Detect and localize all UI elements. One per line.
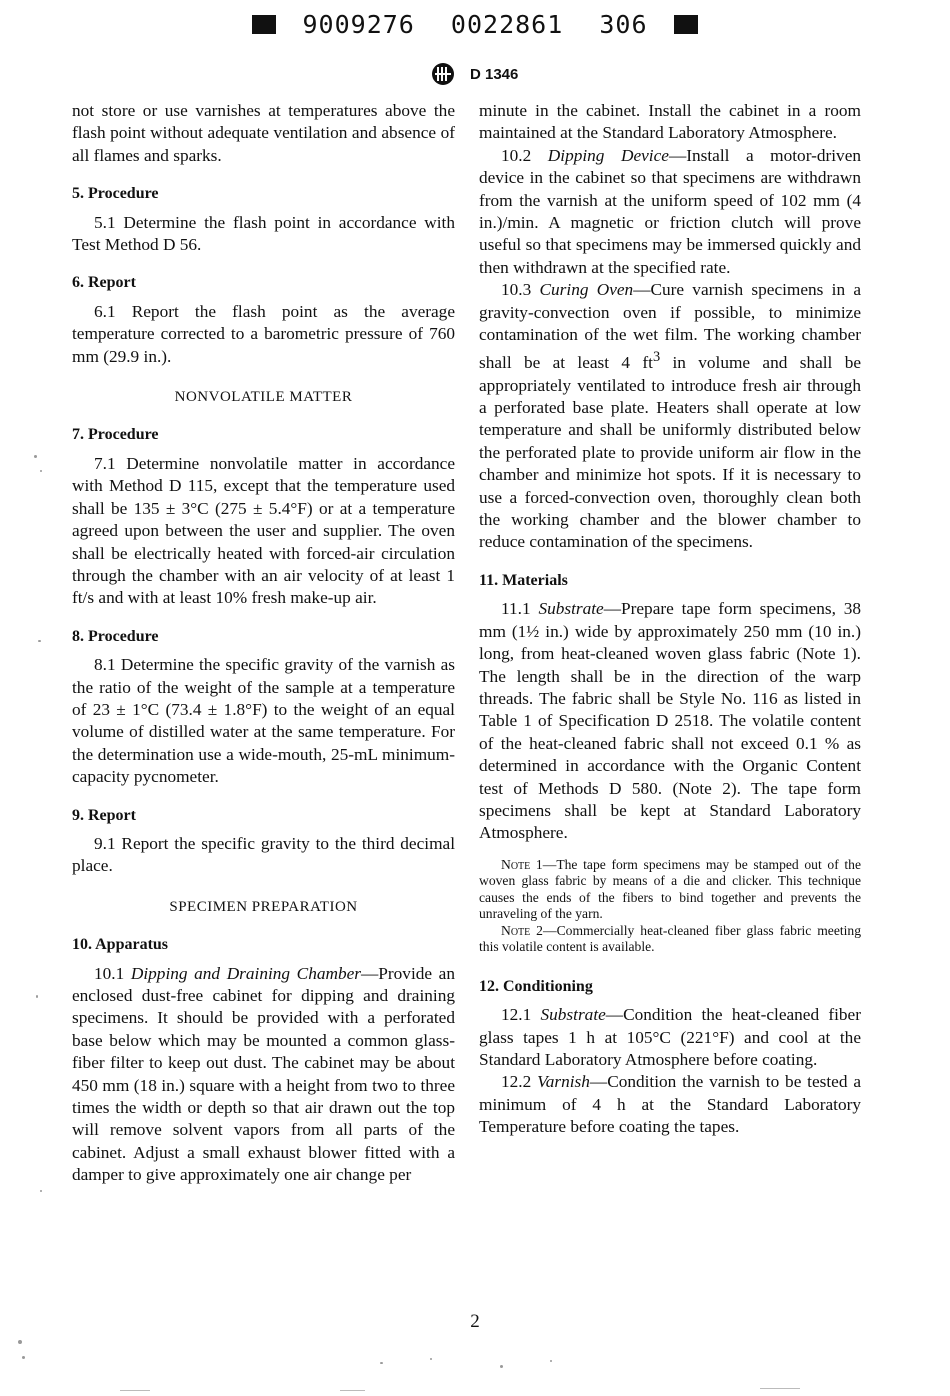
section-heading: 9. Report — [72, 806, 136, 824]
clause-text: —Install a motor-driven device in the cabinet so that specimens are withdrawn from the varnish at the uniform speed of 102 mm (4 in.)/min. A magnetic or friction clutch will prove useful so that specimens may be immersed quickly and then withdrawn at the specified rate. — [479, 145, 862, 277]
section-heading: 7. Procedure — [72, 426, 159, 444]
note-label: Note 1 — [501, 856, 543, 872]
note — [479, 857, 861, 923]
scan-speck — [18, 1340, 22, 1344]
scan-speck — [22, 1356, 25, 1359]
paragraph — [479, 1071, 861, 1138]
code-block-right — [674, 15, 698, 34]
clause-number: 11.1 — [501, 599, 531, 619]
code-left: 9009276 — [302, 10, 415, 39]
paragraph: 7.1 Determine nonvolatile matter in accordance with Method D 115, except that the temperature used shall be 135 ± 3°C (275 ± 5.4°F) or at a temperature agreed upon between the user and supplier. The oven shall be electrically heated with forced-air circulation through the chamber with an air velocity of at least 1 ft/s and with at least 10% fresh make-up air. — [72, 453, 455, 608]
paragraph: 8.1 Determine the specific gravity of the varnish as the ratio of the weight of the sample at a temperature of 23 ± 1°C (73.4 ± 1.8°F) to the weight of an equal volume of distilled water at the same temperature. For the determination use a wide-mouth, 25-mL minimum-capacity pycnometer. — [72, 655, 455, 787]
clause-number: 12.2 — [501, 1072, 532, 1092]
note — [479, 923, 861, 956]
note-text: —Commercially heat-cleaned fiber glass fabric meeting this volatile content is available. — [479, 922, 861, 955]
code-right: 306 — [599, 10, 648, 39]
section-heading: 6. Report — [72, 274, 136, 292]
superscript: 3 — [652, 349, 661, 366]
section-heading: 10. Apparatus — [72, 936, 169, 954]
section-heading: 8. Procedure — [72, 627, 159, 645]
clause-title: Dipping and Draining Chamber — [130, 963, 362, 983]
section-heading: 5. Procedure — [72, 185, 159, 203]
clause-title: Curing Oven — [539, 280, 634, 300]
scan-speck — [36, 995, 38, 998]
scan-line — [120, 1390, 150, 1391]
section-title: SPECIMEN PREPARATION — [169, 898, 358, 915]
scan-speck — [380, 1362, 383, 1364]
clause-number: 10.3 — [501, 280, 532, 300]
scan-speck — [500, 1365, 503, 1368]
standard-header — [430, 62, 518, 86]
clause-text: —Cure varnish specimens in a gravity-convection oven if possible, to minimize contamination of the wet film. The working chamber shall be at least 4 ft — [479, 280, 861, 373]
paragraph: 6.1 Report the flash point as the average temperature corrected to a barometric pressure of 760 mm (29.9 in.). — [72, 301, 455, 366]
note-text: —The tape form specimens may be stamped out of the woven glass fabric by means of a die and clicker. This technique causes the ends of the fibers to bind together and prevents the unraveling of the yarn. — [479, 856, 862, 922]
paragraph — [479, 598, 861, 844]
section-title: NONVOLATILE MATTER — [174, 389, 353, 406]
left-column — [72, 100, 455, 1187]
clause-number: 12.1 — [501, 1005, 532, 1025]
section-heading: 11. Materials — [479, 571, 568, 589]
paragraph: minute in the cabinet. Install the cabinet in a room maintained at the Standard Laboratory Atmosphere. — [479, 101, 861, 143]
clause-text: in volume and shall be appropriately ventilated to introduce fresh air through a perforated base plate. Heaters shall operate at low temperature and shall be uniformly distributed below the perforated plate to provide uniform air flow in the chamber and minimize hot spots. If it is necessary to use a forced-convection oven, thoroughly clean both the working chamber and the blower chamber to reduce contamination of the specimens. — [479, 353, 861, 552]
code-block-left — [252, 15, 276, 34]
clause-title: Substrate — [540, 1005, 606, 1025]
clause-title: Varnish — [537, 1072, 590, 1092]
paragraph — [479, 145, 861, 279]
scan-speck — [550, 1360, 552, 1362]
scan-speck — [40, 470, 42, 472]
scan-speck — [38, 640, 41, 642]
paragraph — [479, 279, 861, 554]
designation: D 1346 — [470, 65, 519, 83]
scan-speck — [34, 455, 37, 458]
clause-title: Substrate — [538, 599, 604, 619]
right-column — [479, 100, 861, 1139]
clause-text: —Provide an enclosed dust-free cabinet for dipping and draining specimens. It should be provided with a perforated base below which may be mounted a common glass-fiber filter to keep out dust. The cabinet may be about 450 mm (18 in.) square with a height from two to three times the width or depth so that air drawn out the top will remove solvent vapors from all parts of the cabinet. Adjust a small exhaust blower fitted with a damper to give approximately one air change per — [72, 963, 455, 1185]
clause-text: —Prepare tape form specimens, 38 mm (1½ in.) wide by approximately 250 mm (10 in.) long, from heat-cleaned woven glass fabric (Note 1). The length shall be in the direction of the warp threads. The fabric shall be Style No. 116 as listed in Table 1 of Specification D 2518. The volatile content of the heat-cleaned fabric shall not exceed 0.1 % as determined in accordance with the Organic Content test of Methods D 580. (Note 2). The tape form specimens shall be kept at Standard Laboratory Atmosphere. — [479, 599, 862, 843]
paragraph: not store or use varnishes at temperatures above the flash point without adequate ventilation and absence of all flames and sparks. — [72, 101, 455, 165]
scan-speck — [430, 1358, 432, 1360]
clause-number: 10.2 — [501, 145, 532, 165]
document-code-line — [0, 10, 950, 39]
scan-line — [340, 1390, 365, 1391]
section-heading: 12. Conditioning — [479, 977, 593, 995]
code-mid: 0022861 — [450, 10, 564, 39]
note-label: Note 2 — [501, 922, 543, 938]
clause-text: —Condition the heat-cleaned fiber glass tapes 1 h at 105°C (221°F) and cool at the Standard Laboratory Atmosphere before coating. — [479, 1005, 861, 1069]
clause-text: —Condition the varnish to be tested a minimum of 4 h at the Standard Laboratory Temperature before coating the tapes. — [479, 1072, 861, 1137]
scan-speck — [40, 1190, 42, 1192]
clause-number: 10.1 — [94, 963, 125, 983]
paragraph — [479, 1004, 861, 1071]
astm-logo-icon — [430, 62, 456, 86]
paragraph: 5.1 Determine the flash point in accordance with Test Method D 56. — [72, 212, 455, 255]
scan-line — [760, 1388, 800, 1389]
clause-title: Dipping Device — [547, 145, 669, 165]
page-number: 2 — [470, 1311, 480, 1332]
paragraph — [72, 963, 455, 1187]
paragraph: 9.1 Report the specific gravity to the third decimal place. — [72, 833, 455, 876]
